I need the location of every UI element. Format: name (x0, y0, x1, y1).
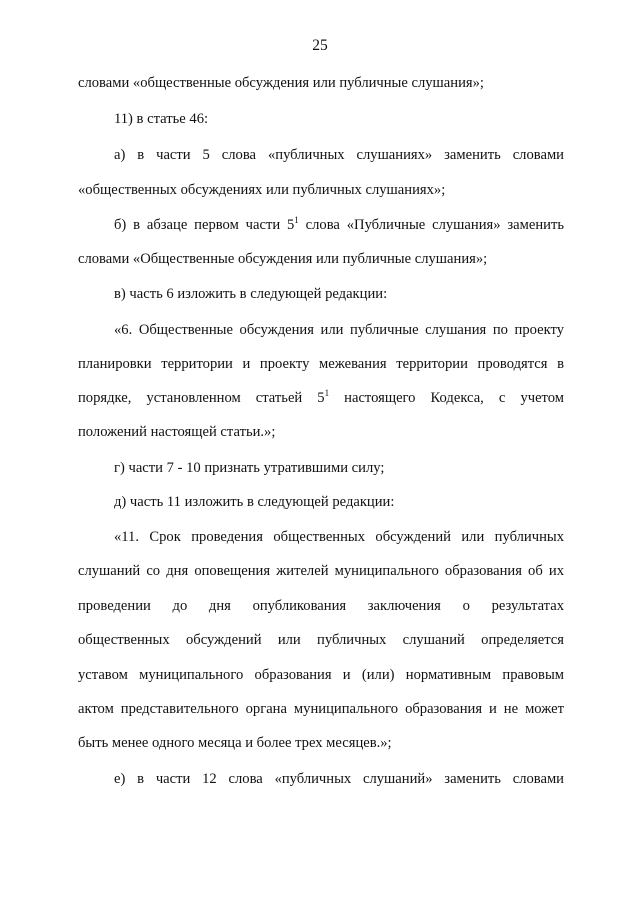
text-line-4: «общественных обсуждениях или публичных слушаниях»; (78, 182, 446, 198)
text-line-7: в) часть 6 изложить в следующей редакции: (114, 286, 388, 302)
text-line-10-part-a: порядке, установленном статьей 5 (78, 390, 325, 406)
text-line-5-part-a: б) в абзаце первом части 5 (114, 217, 295, 233)
text-line-15: слушаний со дня оповещения жителей муниципального образования об их (78, 563, 564, 579)
text-line-19: актом представительного органа муниципального образования и не может (78, 701, 564, 717)
text-line-2: 11) в статье 46: (114, 111, 209, 127)
text-line-16: проведении до дня опубликования заключения о результатах (78, 598, 564, 614)
text-line-21: е) в части 12 слова «публичных слушаний» заменить словами (114, 771, 564, 787)
text-line-5-part-b: слова «Публичные слушания» заменить (298, 217, 564, 233)
text-line-9: планировки территории и проекту межевания территории проводятся в (78, 356, 564, 372)
text-line-3: а) в части 5 слова «публичных слушаниях» заменить словами (114, 147, 564, 163)
text-line-12: г) части 7 - 10 признать утратившими силу; (114, 460, 385, 476)
superscript: 1 (294, 215, 299, 225)
text-line-5 (114, 216, 564, 234)
text-line-8: «6. Общественные обсуждения или публичные слушания по проекту (114, 322, 564, 338)
text-line-20: быть менее одного месяца и более трех месяцев.»; (78, 735, 392, 751)
text-line-13: д) часть 11 изложить в следующей редакции: (114, 494, 395, 510)
text-line-18: уставом муниципального образования и (или) нормативным правовым (78, 667, 564, 683)
text-line-10-part-b: настоящего Кодекса, с учетом (329, 390, 564, 406)
superscript: 1 (324, 388, 330, 398)
text-line-10 (78, 389, 564, 407)
text-line-11: положений настоящей статьи.»; (78, 424, 276, 440)
page-number: 25 (312, 37, 328, 54)
text-line-17: общественных обсуждений или публичных слушаний определяется (78, 632, 564, 648)
text-line-14: «11. Срок проведения общественных обсуждений или публичных (114, 529, 564, 545)
text-line-6: словами «Общественные обсуждения или публичные слушания»; (78, 251, 488, 267)
text-line-1: словами «общественные обсуждения или публичные слушания»; (78, 75, 484, 91)
